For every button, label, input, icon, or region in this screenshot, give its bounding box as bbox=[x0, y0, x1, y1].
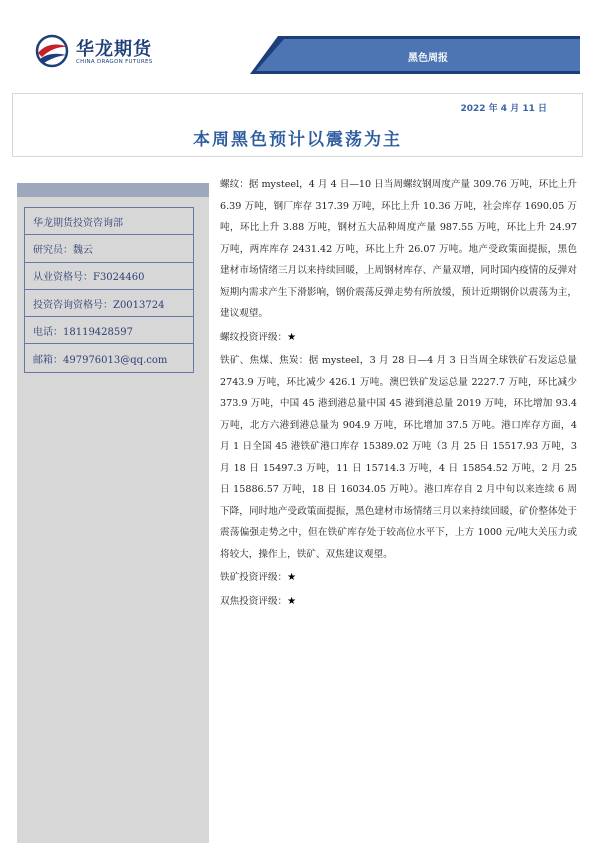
company-logo bbox=[32, 33, 192, 73]
contact-consult-qualification: 投资咨询资格号：Z0013724 bbox=[25, 290, 193, 317]
contact-email[interactable]: 邮箱：497976013@qq.com bbox=[33, 354, 168, 366]
sidebar-top-bar bbox=[17, 183, 209, 197]
ore-rating bbox=[220, 567, 577, 589]
report-type-label: 黑色周报 bbox=[408, 53, 448, 64]
report-body bbox=[220, 174, 577, 614]
report-type-banner bbox=[250, 36, 580, 74]
contact-researcher: 研究员：魏云 bbox=[25, 235, 193, 262]
ore-rating-label: 铁矿投资评级： bbox=[220, 572, 288, 583]
coke-rating bbox=[220, 591, 577, 613]
contact-box bbox=[24, 207, 194, 373]
rebar-rating-label: 螺纹投资评级： bbox=[220, 331, 288, 343]
star-icon: ★ bbox=[287, 595, 297, 607]
star-icon: ★ bbox=[287, 331, 297, 343]
logo-name-cn: 华龙期货 bbox=[76, 39, 152, 60]
rebar-rating bbox=[220, 327, 577, 349]
contact-department: 华龙期货投资咨询部 bbox=[25, 208, 193, 235]
coke-rating-label: 双焦投资评级： bbox=[220, 595, 288, 607]
logo-name-en: CHINA DRAGON FUTURES bbox=[76, 59, 153, 65]
rebar-paragraph: 螺纹：据 mysteel，4 月 4 日—10 日当周螺纹钢周度产量 309.76 万吨，环比上升 6.39 万吨，钢厂库存 317.39 万吨，环比上升 10.36 万吨，社会库存 1690.05 万吨，环比上升 3.88 万吨，钢材五大品种周度产量 987.55 万吨，环比上升 24.97 万吨，两库库存 2431.42 万吨，环比上升 26.07 万吨。地产受政策面提振，黑色建材市场情绪三月以来持续回暖，上周钢材库存、产量双增，同时国内疫情的反弹对短期内需求产生下滑影响，钢价震荡反弹走势有所放缓，预计近期钢价以震荡为主，建议观望。 bbox=[220, 179, 577, 319]
star-icon: ★ bbox=[287, 572, 297, 583]
contact-phone: 电话：18119428597 bbox=[25, 317, 193, 344]
contact-qualification: 从业资格号：F3024460 bbox=[25, 263, 193, 290]
report-title: 本周黑色预计以震荡为主 bbox=[193, 130, 402, 150]
report-date: 2022 年 4 月 11 日 bbox=[460, 104, 547, 114]
ore-coke-paragraph: 铁矿、焦煤、焦炭：据 mysteel，3 月 28 日—4 月 3 日当周全球铁矿石发运总量 2743.9 万吨，环比减少 426.1 万吨。澳巴铁矿发运总量 2227.7 万吨，环比减少 373.9 万吨，中国 45 港到港总量中国 45 港到港总量 2019 万吨，环比增加 93.4 万吨，北方六港到港总量为 904.9 万吨，环比增加 37.5 万吨。港口库存方面，4 月 1 日全国 45 港铁矿港口库存 15389.02 万吨（3 月 25 日 15517.93 万吨，3 月 18 日 15497.3 万吨，11 日 15714.3 万吨，4 日 15854.52 万吨，2 月 25 日 15886.57 万吨，18 日 16034.05 万吨）。港口库存自 2 月中旬以来连续 6 周下降，同时地产受政策面提振，黑色建材市场情绪三月以来持续回暖，矿价整体处于震荡偏强走势之中，但在铁矿库存处于较高位水平下，上方 1000 元/吨大关压力或将较大，操作上，铁矿、双焦建议观望。 bbox=[220, 355, 577, 560]
dragon-logo-icon bbox=[32, 33, 72, 69]
